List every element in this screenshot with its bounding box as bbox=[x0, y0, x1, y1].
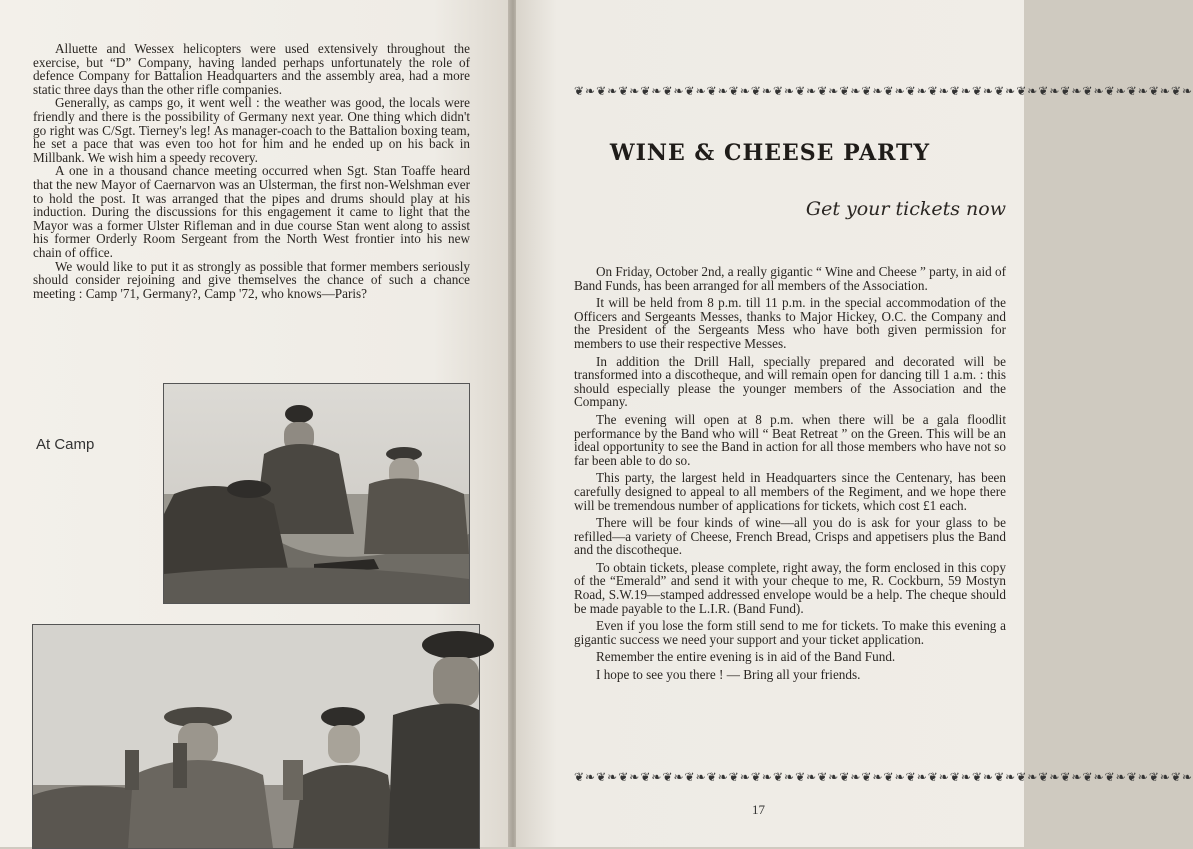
right-paragraph: In addition the Drill Hall, specially prepared and decorated will be transformed into a discotheque, and will remain open for dancing till 1 a.m. : this should especially please the younger members of the Association and the Company. bbox=[574, 353, 1006, 410]
right-page bbox=[516, 0, 1193, 847]
page-subtitle: Get your tickets now bbox=[805, 198, 1006, 220]
page-number: 17 bbox=[752, 802, 765, 817]
right-paragraph: The evening will open at 8 p.m. when there will be a gala floodlit performance by the Band who will “ Beat Retreat ” on the Green. This will be an ideal opportunity to see the Band in action for all those members who have not so far been able to do so. bbox=[574, 411, 1006, 468]
page-title: WINE & CHEESE PARTY bbox=[609, 140, 931, 166]
right-paragraph: On Friday, October 2nd, a really gigantic “ Wine and Cheese ” party, in aid of Band Funds, has been arranged for all members of the Association. bbox=[574, 264, 1006, 293]
right-paragraph: It will be held from 8 p.m. till 11 p.m. in the special accommodation of the Officers and Sergeants Messes, thanks to Major Hickey, O.C. the Company and the President of the Sergeants Mess who have both given permission for members to use their respective Messes. bbox=[574, 295, 1006, 351]
decorative-border-top: ❦❧❦❧❦❧❦❧❦❧❦❧❦❧❦❧❦❧❦❧❦❧❦❧❦❧❦❧❦❧❦❧❦❧❦❧❦❧❦❧❦❧❦❧❦❧❦❧❦❧❦❧❦❧❦❧ bbox=[574, 84, 1193, 98]
left-article bbox=[33, 42, 470, 300]
right-article bbox=[574, 265, 1006, 686]
camp-photo-bottom bbox=[32, 624, 480, 849]
right-paragraph: This party, the largest held in Headquarters since the Centenary, has been carefully designed to appeal to all members of the Regiment, and we hope there will be tremendous number of applications for tickets, which cost £1 each. bbox=[574, 470, 1006, 513]
decorative-border-bottom: ❦❧❦❧❦❧❦❧❦❧❦❧❦❧❦❧❦❧❦❧❦❧❦❧❦❧❦❧❦❧❦❧❦❧❦❧❦❧❦❧❦❧❦❧❦❧❦❧❦❧❦❧❦❧❦❧ bbox=[574, 770, 1193, 784]
left-page bbox=[0, 0, 510, 847]
left-paragraph: Alluette and Wessex helicopters were used extensively throughout the exercise, but “D” Company, having landed perhaps unfortunately the role of defence Company for Battalion Headquarters and the assembly area, had a more static three days than the other rifle companies. bbox=[33, 41, 470, 97]
left-paragraph: We would like to put it as strongly as possible that former members seriously should consider rejoining and give themselves the chance of such a chance meeting : Camp '71, Germany?, Camp '72, who knows—Paris? bbox=[33, 258, 470, 301]
left-paragraph: A one in a thousand chance meeting occurred when Sgt. Stan Toaffe heard that the new Mayor of Caernarvon was an Ulsterman, the first non-Welshman ever to hold the post. It was arranged that the pipes and drums should play at his induction. During the discussions for this engagement it came to light that the Mayor was a former Ulster Rifleman and in due course Stan went along to assist his former Orderly Room Sergeant from the North West frontier into his new chain of office. bbox=[33, 163, 470, 260]
right-paragraph: Even if you lose the form still send to me for tickets. To make this evening a gigantic success we need your support and your ticket application. bbox=[574, 618, 1006, 647]
right-paragraph: There will be four kinds of wine—all you do is ask for your glass to be refilled—a variety of Cheese, French Bread, Crisps and appetisers plus the Band and the discotheque. bbox=[574, 515, 1006, 558]
right-paragraph: Remember the entire evening is in aid of the Band Fund. bbox=[596, 649, 896, 665]
left-paragraph: Generally, as camps go, it went well : the weather was good, the locals were friendly and there is the possibility of Germany next year. One thing which didn't go right was C/Sgt. Tierney's leg! As manager-coach to the Battalion boxing team, he set a pace that was even too hot for him and he ended up on his back in Millbank. We wish him a speedy recovery. bbox=[33, 95, 470, 165]
camp-photo-top bbox=[163, 383, 470, 604]
right-paragraph: To obtain tickets, please complete, right away, the form enclosed in this copy of the “Emerald” and send it with your cheque to me, R. Cockburn, 59 Mostyn Road, S.W.19—stamped addressed envelope would be a help. The cheque should be made payable to the L.I.R. (Band Fund). bbox=[574, 559, 1006, 616]
right-paragraph: I hope to see you there ! — Bring all your friends. bbox=[596, 667, 861, 683]
photo-caption: At Camp bbox=[36, 436, 95, 453]
